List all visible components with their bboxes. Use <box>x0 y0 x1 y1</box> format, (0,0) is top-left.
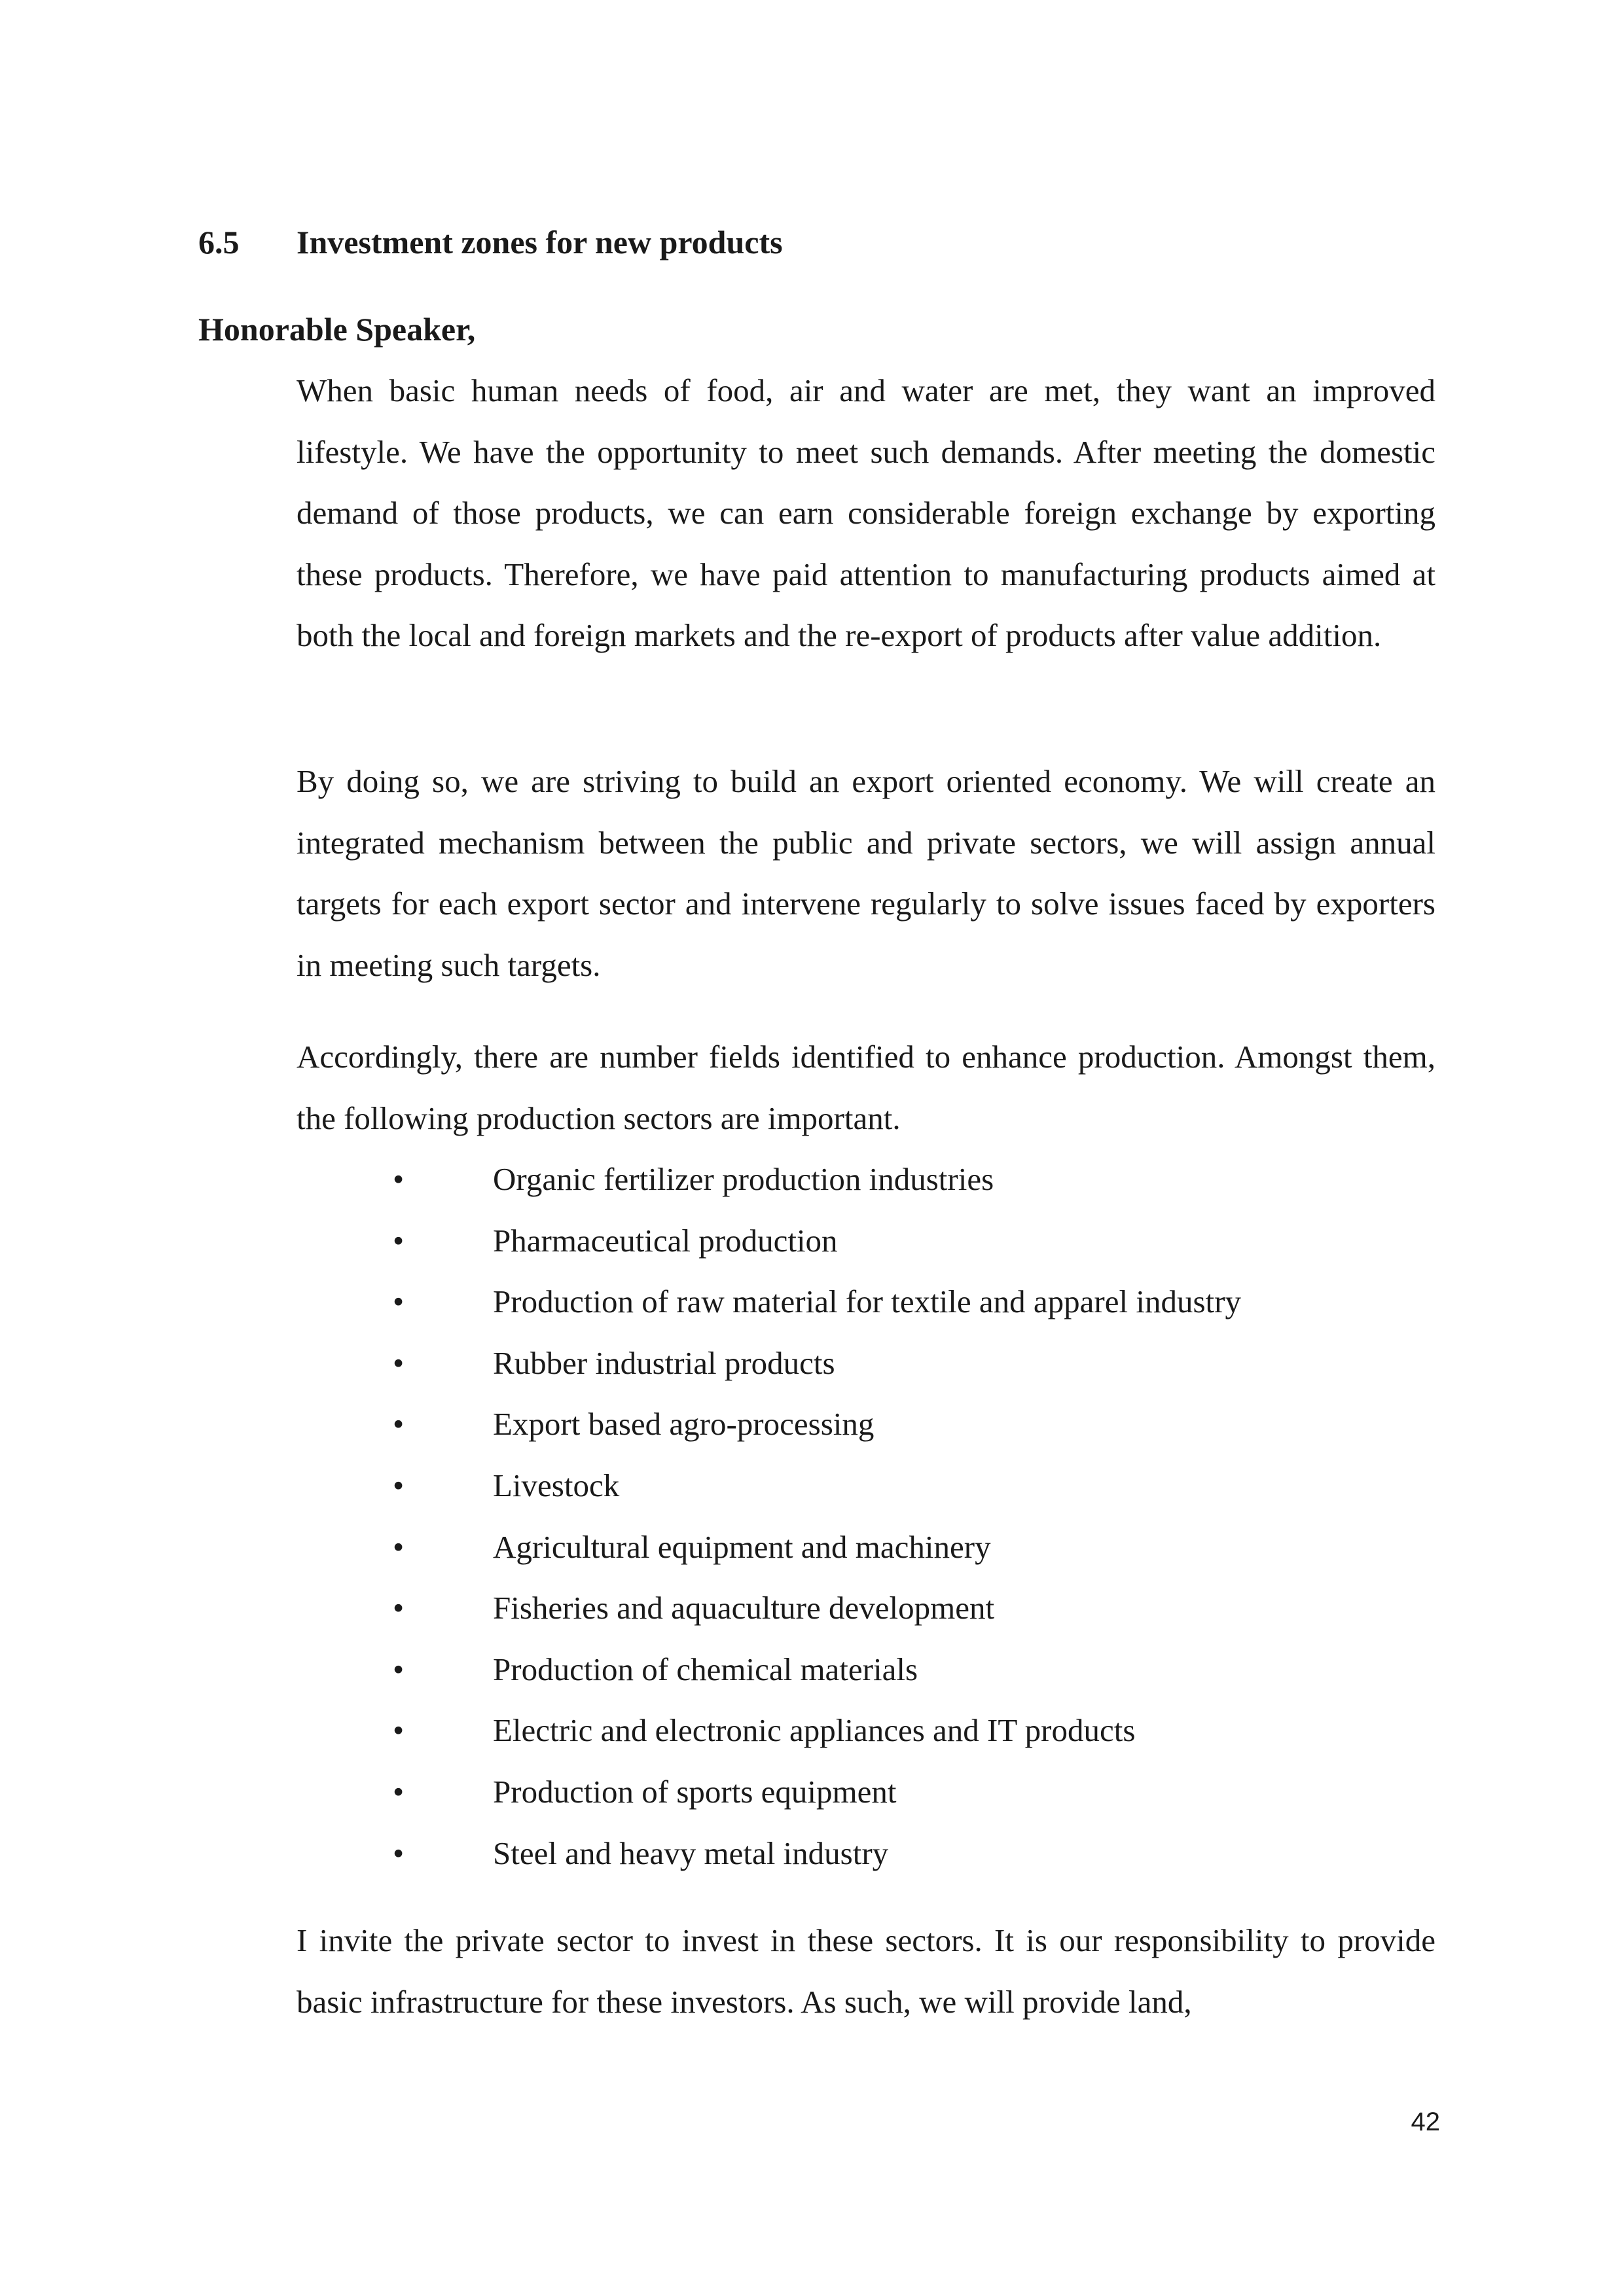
list-item <box>393 1393 1440 1455</box>
bullet-icon: • <box>393 1651 405 1687</box>
bullet-icon: • <box>393 1344 405 1381</box>
list-item <box>393 1516 1440 1578</box>
list-item-text: Agricultural equipment and machinery <box>493 1528 991 1565</box>
list-item <box>393 1455 1440 1516</box>
bullet-icon: • <box>393 1835 405 1871</box>
paragraph-3: Accordingly, there are number fields identified to enhance production. Amongst them, the following production sectors are important. <box>297 1039 1435 1136</box>
list-item-text: Production of sports equipment <box>493 1773 897 1810</box>
list-item <box>393 1761 1440 1823</box>
bullet-icon: • <box>393 1467 405 1503</box>
bullet-icon: • <box>393 1161 405 1197</box>
list-item <box>393 1271 1440 1333</box>
section-title: Investment zones for new products <box>297 224 783 260</box>
list-item-text: Fisheries and aquaculture development <box>493 1590 995 1626</box>
bullet-icon: • <box>393 1222 405 1259</box>
list-item-text: Steel and heavy metal industry <box>493 1835 889 1871</box>
list-item-text: Production of chemical materials <box>493 1651 918 1687</box>
list-item-text: Livestock <box>493 1467 620 1503</box>
list-item <box>393 1210 1440 1272</box>
page-number: 42 <box>1411 2108 1440 2136</box>
list-item-text: Pharmaceutical production <box>493 1222 838 1259</box>
list-item <box>393 1639 1440 1700</box>
bullet-icon: • <box>393 1590 405 1626</box>
list-item <box>393 1333 1440 1394</box>
paragraph-1: When basic human needs of food, air and water are met, they want an improved lifestyle. We have the opportunity to meet such demands. After meeting the domestic demand of those products, we can earn considerable foreign exchange by exporting these products. Therefore, we have paid attention to manufacturing products aimed at both the local and foreign markets and the re-export of products after value addition. <box>297 372 1435 654</box>
bullet-icon: • <box>393 1528 405 1565</box>
bullet-icon: • <box>393 1773 405 1810</box>
bullet-icon: • <box>393 1283 405 1320</box>
list-item <box>393 1700 1440 1761</box>
paragraph-4: I invite the private sector to invest in these sectors. It is our responsibility to provide basic infrastructure for these investors. As such, we will provide land, <box>297 1922 1435 2020</box>
list-item-text: Organic fertilizer production industries <box>493 1161 994 1197</box>
salutation: Honorable Speaker, <box>198 311 476 348</box>
list-item <box>393 1577 1440 1639</box>
section-number: 6.5 <box>198 224 240 260</box>
bullet-icon: • <box>393 1406 405 1443</box>
bullet-icon: • <box>393 1712 405 1749</box>
list-item-text: Production of raw material for textile and apparel industry <box>493 1283 1241 1320</box>
list-item <box>393 1149 1440 1210</box>
list-item-text: Rubber industrial products <box>493 1344 835 1381</box>
list-item-text: Export based agro-processing <box>493 1406 875 1443</box>
section-heading <box>198 216 783 268</box>
paragraph-2: By doing so, we are striving to build an export oriented economy. We will create an integrated mechanism between the public and private sectors, we will assign annual targets for each export sector and intervene regularly to solve issues faced by exporters in meeting such targets. <box>297 763 1435 983</box>
list-item <box>393 1823 1440 1884</box>
list-item-text: Electric and electronic appliances and IT products <box>493 1712 1136 1749</box>
sector-list <box>393 1149 1440 1884</box>
